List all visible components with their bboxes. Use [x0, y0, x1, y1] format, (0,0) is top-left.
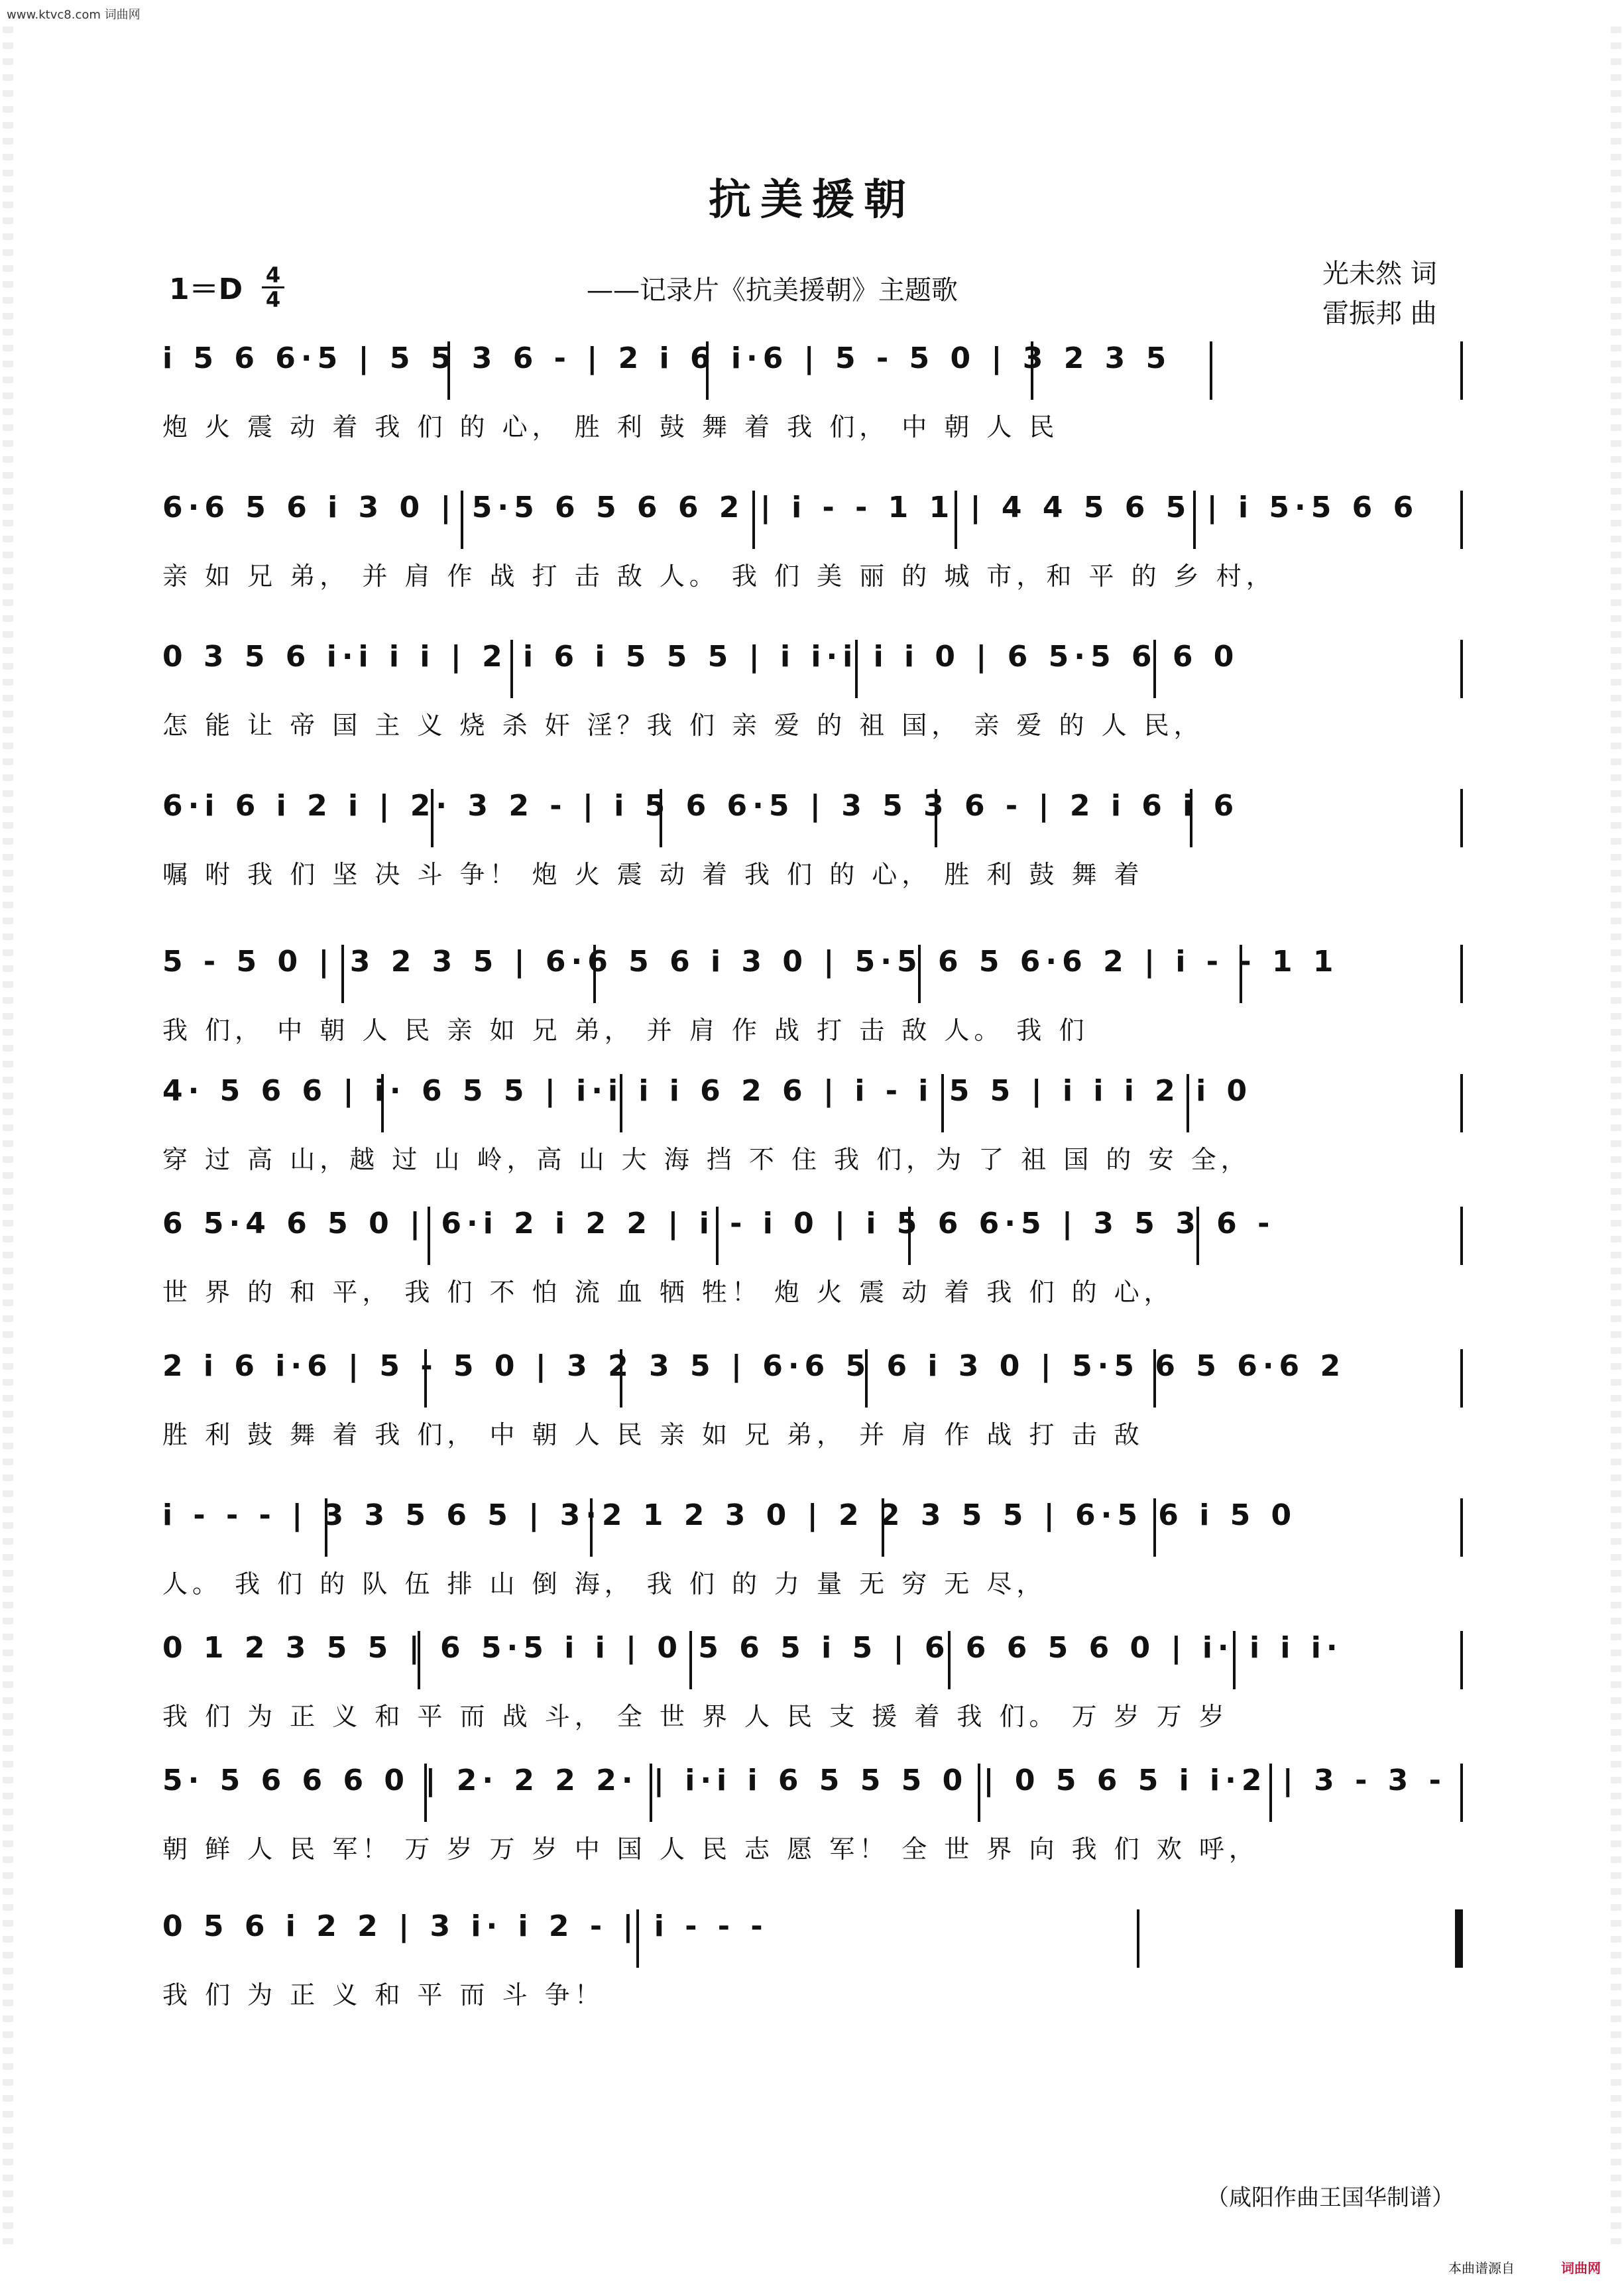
site-watermark: www.ktvc8.com 词曲网: [7, 8, 141, 22]
right-border-decoration: [1611, 27, 1621, 2244]
lyricist: 光未然 词: [1322, 259, 1437, 289]
lyrics: 怎 能 让 帝 国 主 义 烧 杀 奸 淫？我 们 亲 爱 的 祖 国， 亲 爱 的 人 民，: [162, 711, 1204, 740]
notation: 6·i 6 i 2 i | 2· 3 2 - | i 5 6 6·5 | 3 5 3 6 - | 2 i 6 i 6: [162, 789, 1240, 823]
notation: i - - - | 3 3 5 6 5 | 3·2 1 2 3 0 | 2 2 3 5 5 | 6·5 6 i 5 0: [162, 1498, 1297, 1532]
notation: 6 5·4 6 5 0 | 6·i 2 i 2 2 | i - i 0 | i 5 6 6·5 | 3 5 3 6 -: [162, 1207, 1275, 1240]
notation: 6·6 5 6 i 3 0 | 5·5 6 5 6 6 2 | i - - 1 1 | 4 4 5 6 5 | i 5·5 6 6: [162, 491, 1419, 524]
notation: i 5 6 6·5 | 5 5 3 6 - | 2 i 6 i·6 | 5 - 5 0 | 3 2 3 5: [162, 341, 1172, 375]
lyrics: 胜 利 鼓 舞 着 我 们， 中 朝 人 民 亲 如 兄 弟， 并 肩 作 战 打 击 敌: [162, 1420, 1144, 1449]
notation: 0 1 2 3 5 5 | 6 5·5 i i | 0 5 6 5 i 5 | 6 6 6 5 6 0 | i· i i i·: [162, 1631, 1343, 1665]
subtitle: ——记录片《抗美援朝》主题歌: [587, 275, 958, 306]
song-title: 抗美援朝: [709, 175, 915, 225]
lyrics: 世 界 的 和 平， 我 们 不 怕 流 血 牺 牲！ 炮 火 震 动 着 我 们 的 心，: [162, 1278, 1174, 1307]
notation: 4· 5 6 6 | i· 6 5 5 | i·i i i 6 2 6 | i - i 5 5 | i i i 2 i 0: [162, 1074, 1253, 1108]
notation: 5 - 5 0 | 3 2 3 5 | 6·6 5 6 i 3 0 | 5·5 6 5 6·6 2 | i - - 1 1: [162, 945, 1339, 979]
lyrics: 炮 火 震 动 着 我 们 的 心， 胜 利 鼓 舞 着 我 们， 中 朝 人 民: [162, 412, 1059, 442]
credits: [1322, 254, 1437, 333]
notation: 5· 5 6 6 6 0 | 2· 2 2 2· | i·i i 6 5 5 5 0 | 0 5 6 5 i i·2 | 3 - 3 -: [162, 1764, 1446, 1797]
footer-source-label: 本曲谱源自: [1448, 2260, 1515, 2276]
lyrics: 人。 我 们 的 队 伍 排 山 倒 海， 我 们 的 力 量 无 穷 无 尽，: [162, 1569, 1047, 1598]
meter-top: 4: [265, 263, 281, 288]
left-border-decoration: [3, 27, 13, 2244]
lyrics: 我 们 为 正 义 和 平 而 斗 争！: [162, 1980, 605, 2010]
notation: 2 i 6 i·6 | 5 - 5 0 | 3 2 3 5 | 6·6 5 6 i 3 0 | 5·5 6 5 6·6 2: [162, 1349, 1346, 1383]
lyrics: 嘱 咐 我 们 坚 决 斗 争！ 炮 火 震 动 着 我 们 的 心， 胜 利 鼓 舞 着: [162, 860, 1144, 889]
lyrics: 穿 过 高 山，越 过 山 岭，高 山 大 海 挡 不 住 我 们，为 了 祖 国 的 安 全，: [162, 1145, 1251, 1174]
transcriber-credit: （咸阳作曲王国华制谱）: [1206, 2185, 1454, 2211]
time-signature: [262, 264, 284, 311]
notation: 0 3 5 6 i·i i i | 2 i 6 i 5 5 5 | i i·i i i 0 | 6 5·5 6 6 0: [162, 640, 1240, 674]
meter-bottom: 4: [265, 287, 281, 312]
composer: 雷振邦 曲: [1322, 298, 1437, 329]
lyrics: 朝 鲜 人 民 军！ 万 岁 万 岁 中 国 人 民 志 愿 军！ 全 世 界 向 我 们 欢 呼，: [162, 1834, 1259, 1864]
key-signature: 1＝D: [169, 272, 243, 306]
lyrics: 亲 如 兄 弟， 并 肩 作 战 打 击 敌 人。 我 们 美 丽 的 城 市，和 平 的 乡 村，: [162, 562, 1276, 591]
footer-site-logo[interactable]: 词曲网: [1561, 2260, 1601, 2276]
lyrics: 我 们， 中 朝 人 民 亲 如 兄 弟， 并 肩 作 战 打 击 敌 人。 我 们: [162, 1016, 1089, 1045]
notation: 0 5 6 i 2 2 | 3 i· i 2 - | i - - -: [162, 1909, 768, 1943]
lyrics: 我 们 为 正 义 和 平 而 战 斗， 全 世 界 人 民 支 援 着 我 们。 万 岁 万 岁: [162, 1702, 1229, 1731]
